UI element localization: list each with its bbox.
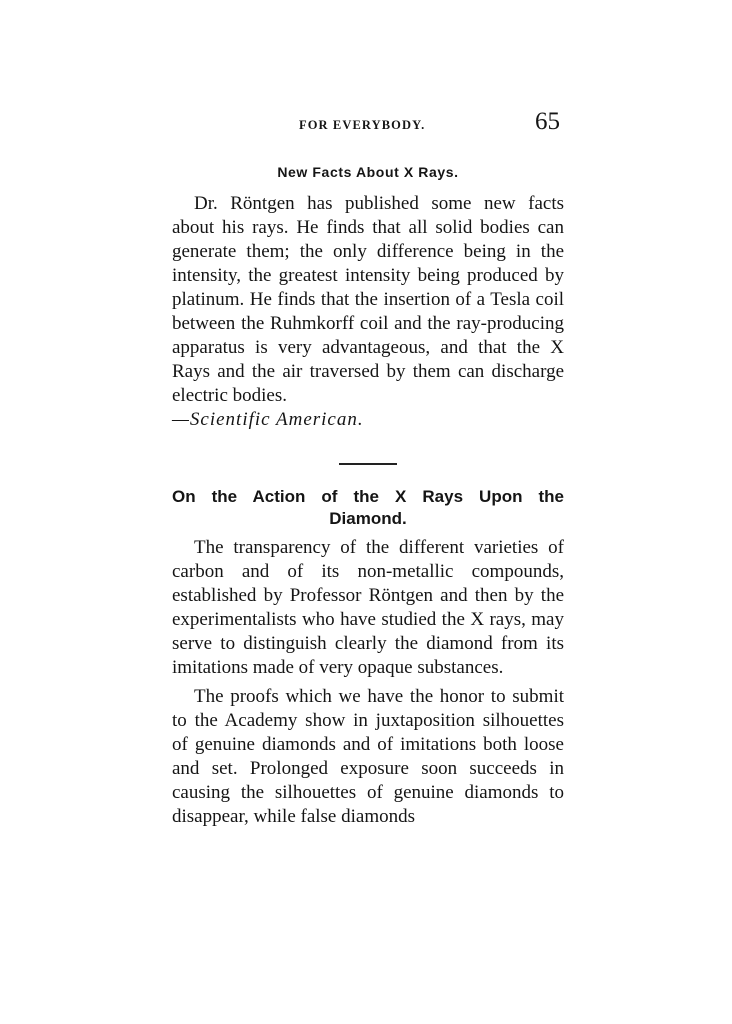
article-title-diamond-line1: On the Action of the X Rays Upon the [172,487,564,506]
article-body-new-facts: Dr. Röntgen has published some new facts about his rays. He finds that all solid bodies can generate them; the only difference being in the intensity, the greatest intensity being produced by platinum. He finds that the insertion of a Tesla coil between the Ruhmkorff coil and the ray-producing apparatus is very advantageous, and that the X Rays and the air traversed by them can discharge electric bodies. [172,193,564,406]
running-head [172,104,564,144]
article-attribution: —Scientific American. [172,409,364,430]
article-paragraph-proofs: The proofs which we have the honor to submit to the Academy show in juxtaposition silhouettes of genuine diamonds and of imitations both loose and set. Prolonged exposure soon succeeds in causing the silhouettes of genuine diamonds to disappear, while false diamonds [172,686,564,827]
article-paragraph-transparency: The transparency of the different varieties of carbon and of its non-metallic compounds, established by Professor Röntgen and then by the experimentalists who have studied the X rays, may serve to distinguish clearly the diamond from its imitations made of very opaque substances. [172,537,564,678]
running-title: FOR EVERYBODY. [299,118,426,132]
book-page [172,104,564,829]
section-divider [339,463,397,465]
page-number: 65 [535,108,560,135]
article-title-diamond [172,486,564,530]
article-title-new-facts: New Facts About X Rays. [277,164,459,180]
article-title-diamond-line2: Diamond. [329,509,407,528]
